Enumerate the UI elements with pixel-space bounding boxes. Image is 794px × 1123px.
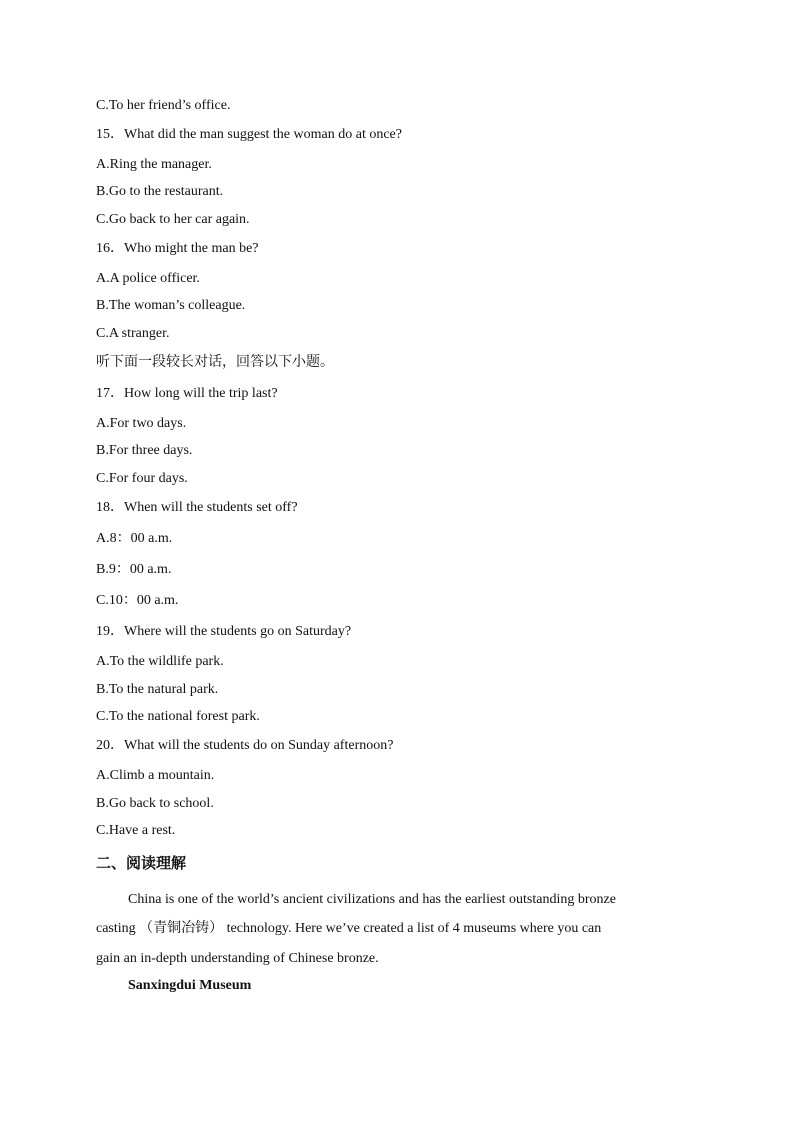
- q18-question: 18．When will the students set off?: [96, 500, 298, 515]
- q17-option-c: C.For four days.: [96, 471, 188, 486]
- q15-option-b: B.Go to the restaurant.: [96, 184, 224, 199]
- passage-row-2: casting （青铜冶铸） technology. Here we’ve created a list of 4 museums where you can: [96, 921, 602, 936]
- q20-option-a: A.Climb a mountain.: [96, 768, 215, 783]
- q15-question: 15．What did the man suggest the woman do at once?: [96, 127, 402, 142]
- q15-option-c: C.Go back to her car again.: [96, 212, 250, 227]
- museum-subheading: Sanxingdui Museum: [128, 978, 252, 993]
- q16-option-a: A.A police officer.: [96, 271, 200, 286]
- q17-question: 17．How long will the trip last?: [96, 386, 278, 401]
- passage-row-3: gain an in-depth understanding of Chinese bronze.: [96, 951, 379, 966]
- q18-option-a: A.8：00 a.m.: [96, 531, 173, 546]
- section-heading-reading: 二、阅读理解: [96, 854, 187, 872]
- q16-option-c: C.A stranger.: [96, 326, 170, 341]
- q19-option-b: B.To the natural park.: [96, 682, 219, 697]
- listening-instruction: 听下面一段较长对话，回答以下小题。: [96, 354, 334, 370]
- q18-option-b: B.9：00 a.m.: [96, 562, 172, 577]
- q16-question: 16．Who might the man be?: [96, 241, 259, 256]
- q15-option-a: A.Ring the manager.: [96, 157, 212, 172]
- q19-question: 19．Where will the students go on Saturday?: [96, 624, 352, 639]
- q20-option-b: B.Go back to school.: [96, 796, 214, 811]
- q14-option-c: C.To her friend’s office.: [96, 98, 231, 113]
- q19-option-a: A.To the wildlife park.: [96, 654, 224, 669]
- q17-option-b: B.For three days.: [96, 443, 193, 458]
- q20-question: 20．What will the students do on Sunday afternoon?: [96, 738, 394, 753]
- q17-option-a: A.For two days.: [96, 416, 187, 431]
- q16-option-b: B.The woman’s colleague.: [96, 298, 246, 313]
- q18-option-c: C.10：00 a.m.: [96, 593, 179, 608]
- q20-option-c: C.Have a rest.: [96, 823, 176, 838]
- passage-row-1: China is one of the world’s ancient civilizations and has the earliest outstanding bronze: [128, 892, 616, 907]
- q19-option-c: C.To the national forest park.: [96, 709, 260, 724]
